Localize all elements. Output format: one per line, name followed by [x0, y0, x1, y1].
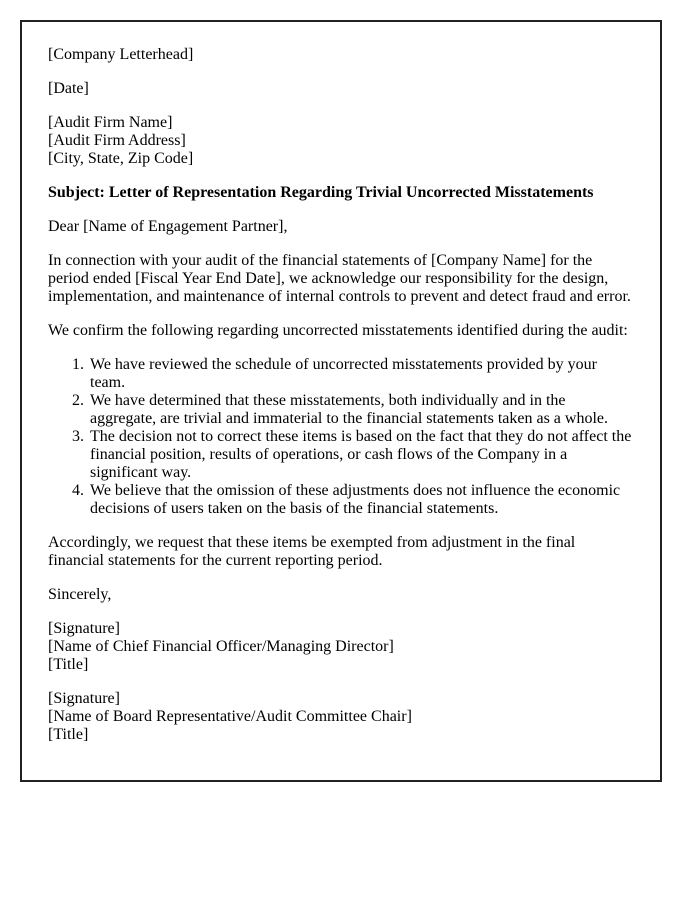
recipient-line-firm-name: [Audit Firm Name]: [48, 114, 173, 131]
paragraph-confirm: We confirm the following regarding uncorrected misstatements identified during the audit:: [48, 322, 628, 339]
signatory-title: [Title]: [48, 656, 89, 673]
recipient-address: [48, 114, 634, 168]
recipient-line-city-state-zip: [City, State, Zip Code]: [48, 150, 194, 167]
recipient-line-firm-address: [Audit Firm Address]: [48, 132, 186, 149]
date-line: [Date]: [48, 80, 89, 97]
signatory-title: [Title]: [48, 726, 89, 743]
signature-block-1: [48, 620, 634, 674]
company-letterhead: [Company Letterhead]: [48, 46, 194, 63]
list-item: 3. The decision not to correct these items is based on the fact that they do not affect the financial position, results of operations, or cash flows of the Company in a significant way.: [88, 428, 634, 482]
signatory-name: [Name of Chief Financial Officer/Managing Director]: [48, 638, 394, 655]
signoff: Sincerely,: [48, 586, 112, 603]
signatory-name: [Name of Board Representative/Audit Committee Chair]: [48, 708, 412, 725]
salutation: Dear [Name of Engagement Partner],: [48, 218, 288, 235]
paragraph-intro: In connection with your audit of the financial statements of [Company Name] for the period ended [Fiscal Year End Date], we acknowledge our responsibility for the design, implementation, and maintenance of internal controls to prevent and detect fraud and error.: [48, 252, 631, 305]
list-item: 1. We have reviewed the schedule of uncorrected misstatements provided by your team.: [88, 356, 634, 392]
signature-block-2: [48, 690, 634, 744]
signature-placeholder: [Signature]: [48, 690, 120, 707]
list-item: 2. We have determined that these misstatements, both individually and in the aggregate, are trivial and immaterial to the financial statements taken as a whole.: [88, 392, 634, 428]
letter-document: [20, 20, 662, 782]
signature-placeholder: [Signature]: [48, 620, 120, 637]
confirmation-list: [48, 356, 634, 518]
paragraph-request: Accordingly, we request that these items be exempted from adjustment in the final financial statements for the current reporting period.: [48, 534, 576, 569]
list-item: 4. We believe that the omission of these adjustments does not influence the economic decisions of users taken on the basis of the financial statements.: [88, 482, 634, 518]
subject-line: Subject: Letter of Representation Regarding Trivial Uncorrected Misstatements: [48, 184, 594, 201]
